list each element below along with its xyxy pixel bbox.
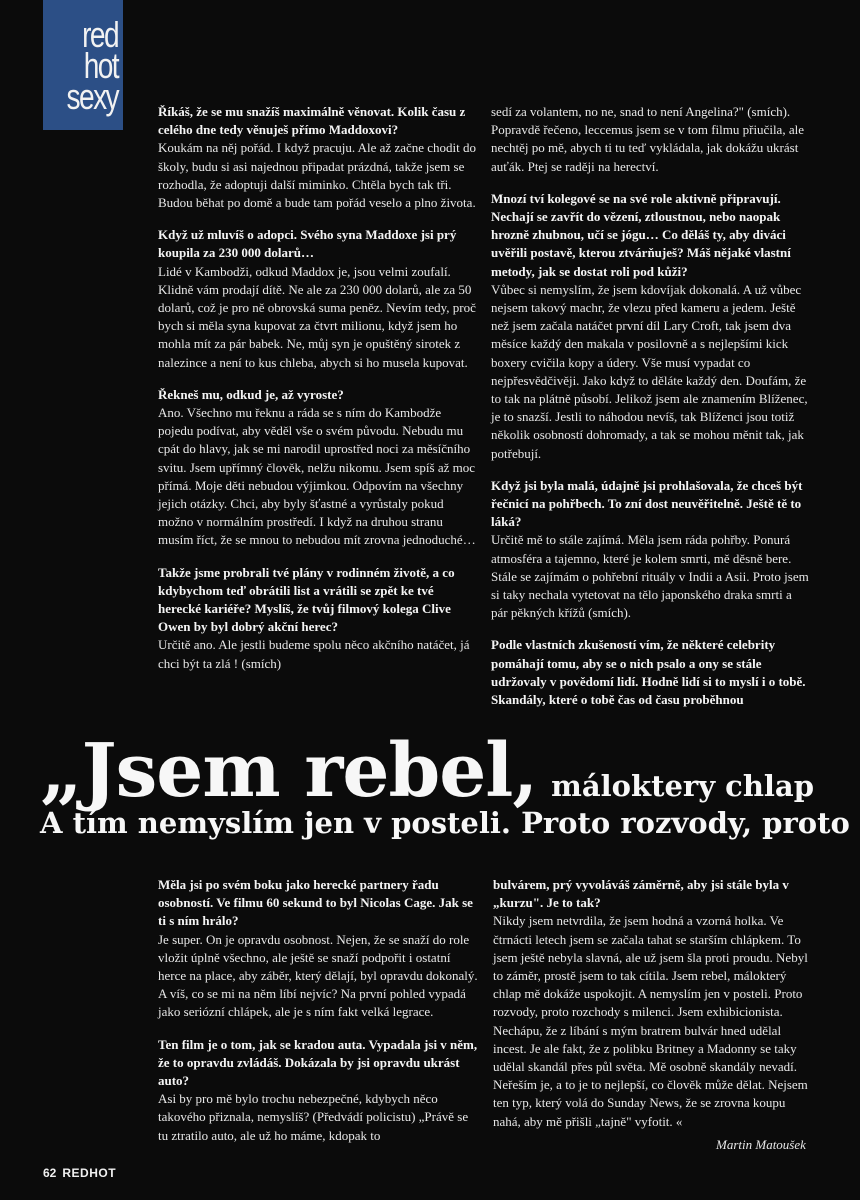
- author-signature: Martin Matoušek: [716, 1137, 806, 1152]
- qa-block: [493, 876, 813, 1131]
- answer: Ano. Všechno mu řeknu a ráda se s ním do Kambodže pojedu podívat, aby věděl vše o svém původu. Nebudu mu cpát do hlavy, jak se mi narodil uprostřed noci za měsíčního svitu. Jsem upřímný člověk, nelžu nikomu. Jsem spíš až moc přímá. Moje děti nebudou výjimkou. Odpovím na všechny jejich otázky. Chci, aby byly šťastné a vyrůstaly pokud možno v normálním prostředí. I když na druhou stranu musím říct, že se mnou to nebudou mít zrovna jednoduché…: [158, 405, 476, 548]
- qa-block: [491, 190, 811, 463]
- qa-block: [158, 226, 478, 372]
- section-tag-word: sexy: [66, 75, 118, 117]
- section-tag: [43, 0, 123, 130]
- question: Podle vlastních zkušeností vím, že některé celebrity pomáhají tomu, aby se o nich psalo a ony se stále udržovaly v povědomí lidí. Hodně lidí si to myslí i o tobě. Skandály, které o tobě čas od času proběhnou: [491, 637, 806, 708]
- qa-block: [158, 386, 478, 550]
- question: Takže jsme probrali tvé plány v rodinném životě, a co kdybychom teď obrátili list a vrátili se zpět ke tvé herecké kariéře? Myslíš, že tvůj filmový kolega Clive Owen by byl dobrý akční herec?: [158, 564, 455, 635]
- answer: Asi by pro mě bylo trochu nebezpečné, kdybych něco takového přiznala, nemyslíš? (Předvádí policistu) „Právě se tu ztratilo auto, ale už ho máme, kdopak to: [158, 1091, 469, 1143]
- pull-quote-line-1: [40, 728, 814, 814]
- question: Mnozí tví kolegové se na své role aktivně připravují. Nechají se zavřít do vězení, ztloustnou, nebo naopak hrozně zhubnou, učí se jógu… Co děláš ty, aby diváci uvěřili postavě, kterou ztvárňuješ? Máš nějaké vlastní metody, jak se dostat roli pod kůži?: [491, 190, 791, 279]
- column-bottom-left: [158, 876, 478, 1145]
- question: Řekneš mu, odkud je, až vyroste?: [158, 386, 344, 402]
- answer: sedí za volantem, no ne, snad to není Angelina?" (smích). Popravdě řečeno, leccemus jsem se v tom filmu přiučila, ale nechtěj po mě, abych ti tu teď vykládala, jak dokážu ukrást auťák. Ptej se raději na herectví.: [491, 104, 804, 174]
- answer: Určitě ano. Ale jestli budeme spolu něco akčního natáčet, já chci být ta zlá ! (smích): [158, 637, 470, 671]
- qa-block: [491, 636, 811, 709]
- qa-block: [158, 1036, 478, 1145]
- column-top-left: [158, 103, 478, 673]
- page-footer: [43, 1166, 116, 1180]
- qa-block: [491, 103, 811, 176]
- qa-block: [158, 564, 478, 673]
- pull-quote-continuation: máloktery chlap: [551, 769, 814, 803]
- qa-block: [158, 876, 478, 1022]
- page-number: 62: [43, 1166, 57, 1180]
- column-top-right: [491, 103, 811, 709]
- question: bulvárem, prý vyvoláváš záměrně, aby jsi stále byla v „kurzu". Je to tak?: [493, 877, 789, 911]
- pull-quote-large: „Jsem rebel,: [40, 728, 538, 814]
- pull-quote-line-2: A tím nemyslím jen v posteli. Proto rozvody, proto: [40, 806, 850, 840]
- answer: Vůbec si nemyslím, že jsem kdovíjak dokonalá. A už vůbec nejsem takový machr, že vlezu před kameru a jedem. Ještě než jsem začala natáčet první díl Lary Croft, tak jsem dva měsíce každý den makala v posilovně a s nejlepšími kick boxery cvičila kopy a údery. Vše musí vypadat co nejpřesvědčivěji. Jako když to děláte každý den. Doufám, že to tak na plátně působí. Jelikož jsem ale znamením Blíženec, je to snazší. Jestli to náhodou nevíš, tak Blíženci jsou totiž několik osobností dohromady, a tak se mohou měnit tak, jak potřebují.: [491, 281, 808, 461]
- answer: Koukám na něj pořád. I když pracuju. Ale až začne chodit do školy, budu si asi najednou připadat prázdná, takže jsem se rozhodla, že adoptuji další miminko. Chtěla bych tak tři. Budou běhat po domě a bude tam pořád veselo a plno života.: [158, 140, 477, 211]
- answer: Nikdy jsem netvrdila, že jsem hodná a vzorná holka. Ve čtrnácti letech jsem se začala tahat se starším chlápkem. To jsem ještě nebyla slavná, ale už jsem šla proti proudu. Nebyl to záměr, prostě jsem to tak cítila. Jsem rebel, málokterý chlap mě dokáže uspokojit. A nemyslím jen v posteli. Proto rozvody, proto rozchody s milenci. Jsem exhibicionista. Nechápu, že z líbání s mým bratrem bulvár hned udělal incest. Je ale fakt, že z polibku Britney a Madonny se taky udělal skandál přes půl světa. Mě osobně skandály nevadí. Neřeším je, a to je to nejlepší, co člověk může dělat. Nejsem ten typ, který volá do Sunday News, že se zrovna koupu nahá, aby mě přišli „tajně" vyfotit. «: [493, 913, 808, 1129]
- section-tag-word: red: [82, 13, 118, 55]
- answer: Lidé v Kambodži, odkud Maddox je, jsou velmi zoufalí. Klidně vám prodají dítě. Ne ale za 230 000 dolarů, ale za 50 dolarů, což je pro ně obrovská suma peněz. Nevím tedy, proč bych si měla syna kupovat za čtvrt milionu, když jsem ho mohla mít za pár babek. Ne, můj syn je opuštěný sirotek z nalezince a není to kus chleba, abych si ho musela kupovat.: [158, 263, 476, 370]
- section-tag-word: hot: [83, 44, 118, 86]
- column-bottom-right: [493, 876, 813, 1131]
- qa-block: [491, 477, 811, 623]
- question: Měla jsi po svém boku jako herecké partnery řadu osobností. Ve filmu 60 sekund to byl Nicolas Cage. Jak se ti s ním hrálo?: [158, 877, 473, 929]
- answer: Určitě mě to stále zajímá. Měla jsem ráda pohřby. Ponurá atmosféra a tajemno, které je kolem smrti, mě děsně bere. Stále se zajímám o pohřební rituály v Indii a Asii. Proto jsem si taky nechala vytetovat na tělo japonského draka smrti a pár pěkných křížů (smích).: [491, 532, 809, 621]
- answer: Je super. On je opravdu osobnost. Nejen, že se snaží do role vložit úplně všechno, ale ještě se snaží podpořit i ostatní herce na place, aby záběr, který dělají, byl opravdu dokonalý. A víš, co se mi na něm líbí nejvíc? Na první pohled vypadá jako seriózní chlápek, ale je s ním fakt velká legrace.: [158, 931, 478, 1020]
- magazine-name: REDHOT: [62, 1166, 117, 1180]
- question: Když jsi byla malá, údajně jsi prohlašovala, že chceš být řečnicí na pohřbech. To zní dost neuvěřitelně. Ještě tě to láká?: [491, 477, 803, 530]
- qa-block: [158, 103, 478, 212]
- question: Ten film je o tom, jak se kradou auta. Vypadala jsi v něm, že to opravdu zvládáš. Dokázala by jsi opravdu ukrást auto?: [158, 1036, 478, 1089]
- question: Když už mluvíš o adopci. Svého syna Maddoxe jsi prý koupila za 230 000 dolarů…: [158, 227, 457, 261]
- question: Říkáš, že se mu snažíš maximálně věnovat. Kolik času z celého dne tedy věnuješ přímo Maddoxovi?: [158, 104, 466, 138]
